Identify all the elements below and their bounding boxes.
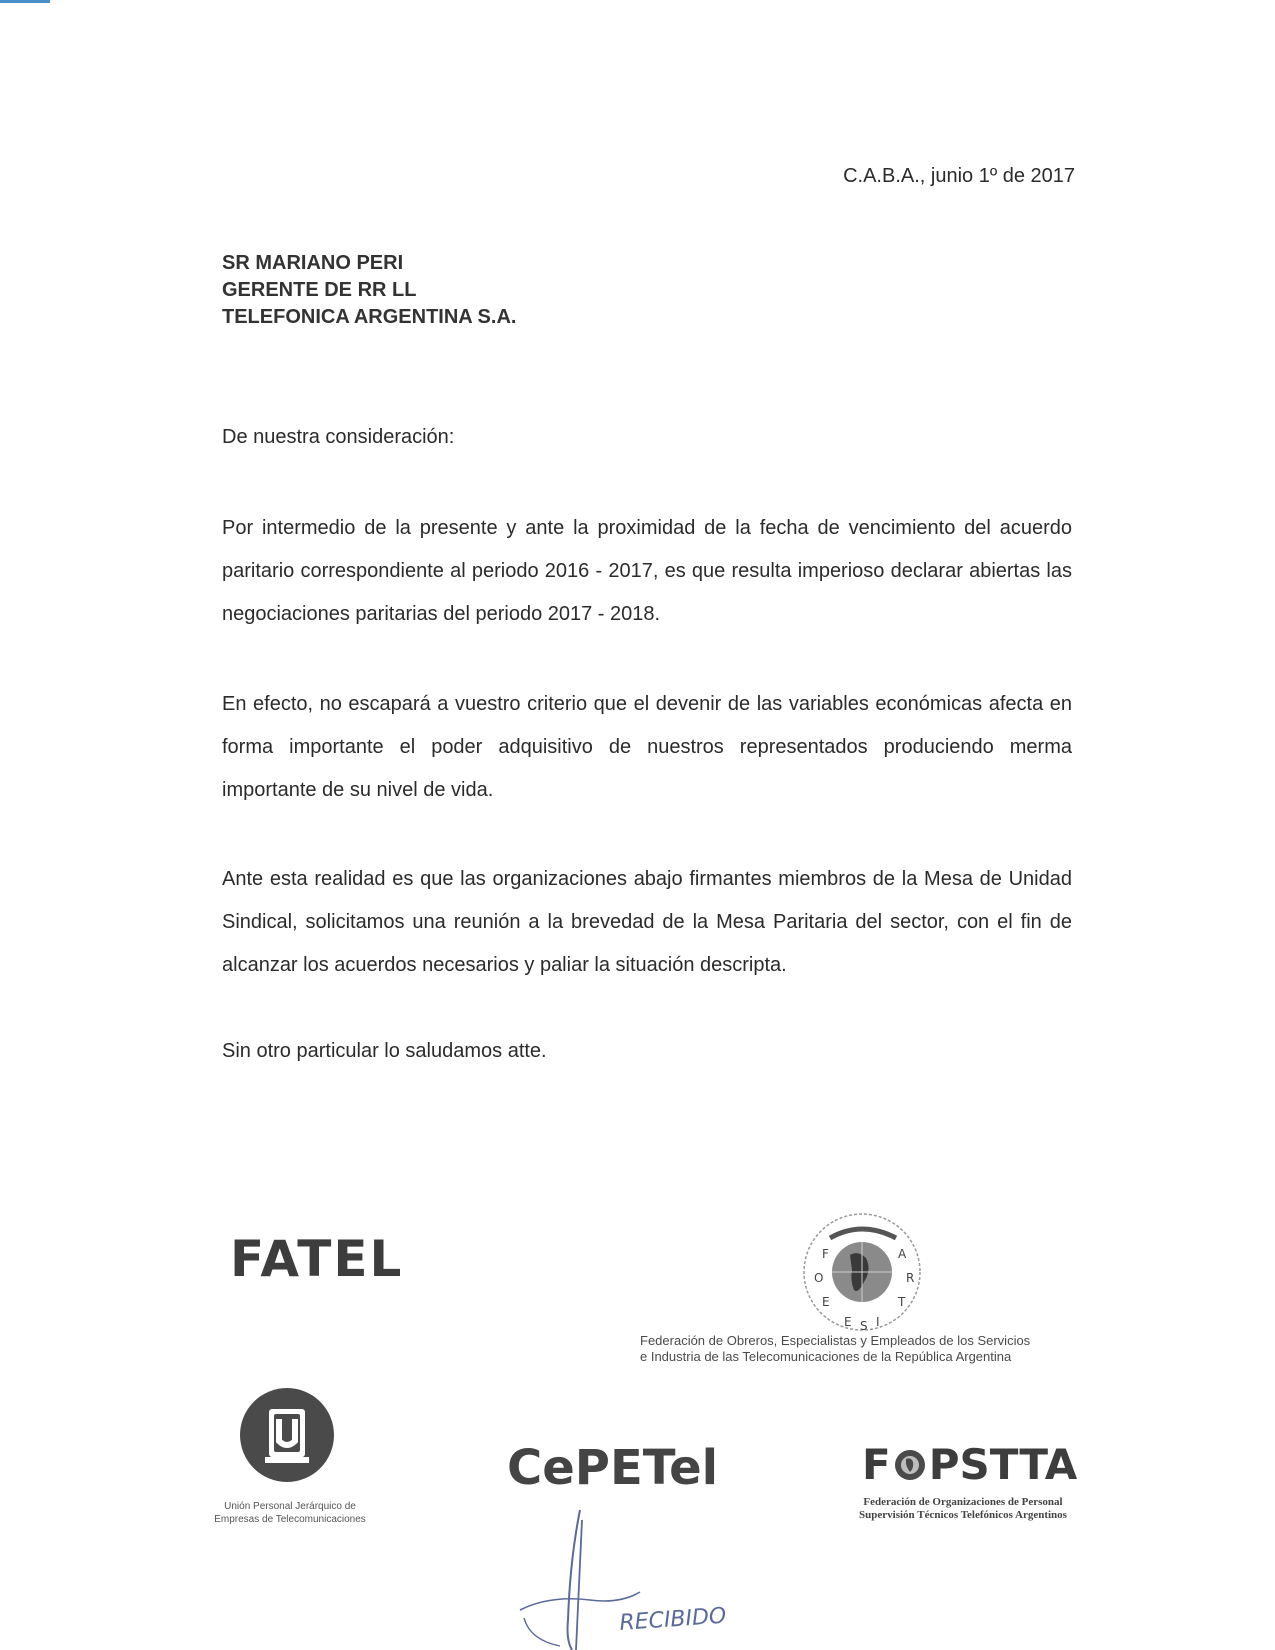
upjet-caption-line: Unión Personal Jerárquico de: [224, 1501, 356, 1512]
upjet-caption-line: Empresas de Telecomunicaciones: [214, 1514, 366, 1525]
upjet-caption: [190, 1500, 390, 1526]
fopstta-caption-line: Supervisión Técnicos Telefónicos Argentinos: [859, 1509, 1067, 1521]
upjet-emblem: [237, 1385, 337, 1485]
fopstta-logo: [862, 1440, 1077, 1489]
fopstta-left: F: [862, 1440, 891, 1489]
globe-icon: [893, 1448, 927, 1482]
greeting: De nuestra consideración:: [222, 426, 455, 448]
emblem-letter: I: [876, 1315, 880, 1329]
emblem-letter: E: [822, 1295, 830, 1309]
recipient-name: SR MARIANO PERI: [222, 252, 404, 274]
foeesitra-caption: [640, 1333, 1070, 1365]
scan-corner-mark: [0, 0, 50, 3]
emblem-letter: S: [860, 1319, 868, 1333]
received-note: RECIBIDO: [618, 1603, 728, 1636]
paragraph-3: Ante esta realidad es que las organizaciones abajo firmantes miembros de la Mesa de Unidad Sindical, solicitamos una reunión a la brevedad de la Mesa Paritaria del sector, con el fin de alcanzar los acuerdos necesarios y paliar la situación descripta.: [222, 868, 1072, 976]
cepetel-logo: CePETel: [507, 1440, 719, 1496]
recipient-company: TELEFONICA ARGENTINA S.A.: [222, 306, 517, 328]
emblem-letter: E: [844, 1315, 852, 1329]
paragraph-2: En efecto, no escapará a vuestro criterio que el devenir de las variables económicas afecta en forma importante el poder adquisitivo de nuestros representados produciendo merma importante de su nivel de vida.: [222, 693, 1072, 801]
letter-date: C.A.B.A., junio 1º de 2017: [843, 165, 1075, 187]
closing-line: Sin otro particular lo saludamos atte.: [222, 1040, 547, 1062]
recipient-title: GERENTE DE RR LL: [222, 279, 417, 301]
fopstta-caption-line: Federación de Organizaciones de Personal: [863, 1496, 1063, 1508]
handwritten-signature: [510, 1500, 770, 1650]
fatel-logo: FATEL: [230, 1230, 404, 1288]
fopstta-right: PSTTA: [928, 1440, 1078, 1489]
emblem-letter: A: [898, 1247, 907, 1261]
recipient-block: [222, 250, 516, 331]
fopstta-caption: [848, 1496, 1078, 1522]
paragraph-1: Por intermedio de la presente y ante la proximidad de la fecha de vencimiento del acuerdo paritario correspondiente al periodo 2016 - 2017, es que resulta imperioso declarar abiertas las negociaciones paritarias del periodo 2017 - 2018.: [222, 517, 1072, 625]
emblem-letter: O: [814, 1271, 824, 1285]
emblem-letter: T: [898, 1295, 906, 1309]
foeesitra-caption-line: e Industria de las Telecomunicaciones de la República Argentina: [640, 1349, 1012, 1364]
emblem-letter: R: [906, 1271, 915, 1285]
foeesitra-emblem: [800, 1210, 925, 1335]
emblem-letter: F: [822, 1247, 829, 1261]
foeesitra-caption-line: Federación de Obreros, Especialistas y Empleados de los Servicios: [640, 1333, 1031, 1348]
